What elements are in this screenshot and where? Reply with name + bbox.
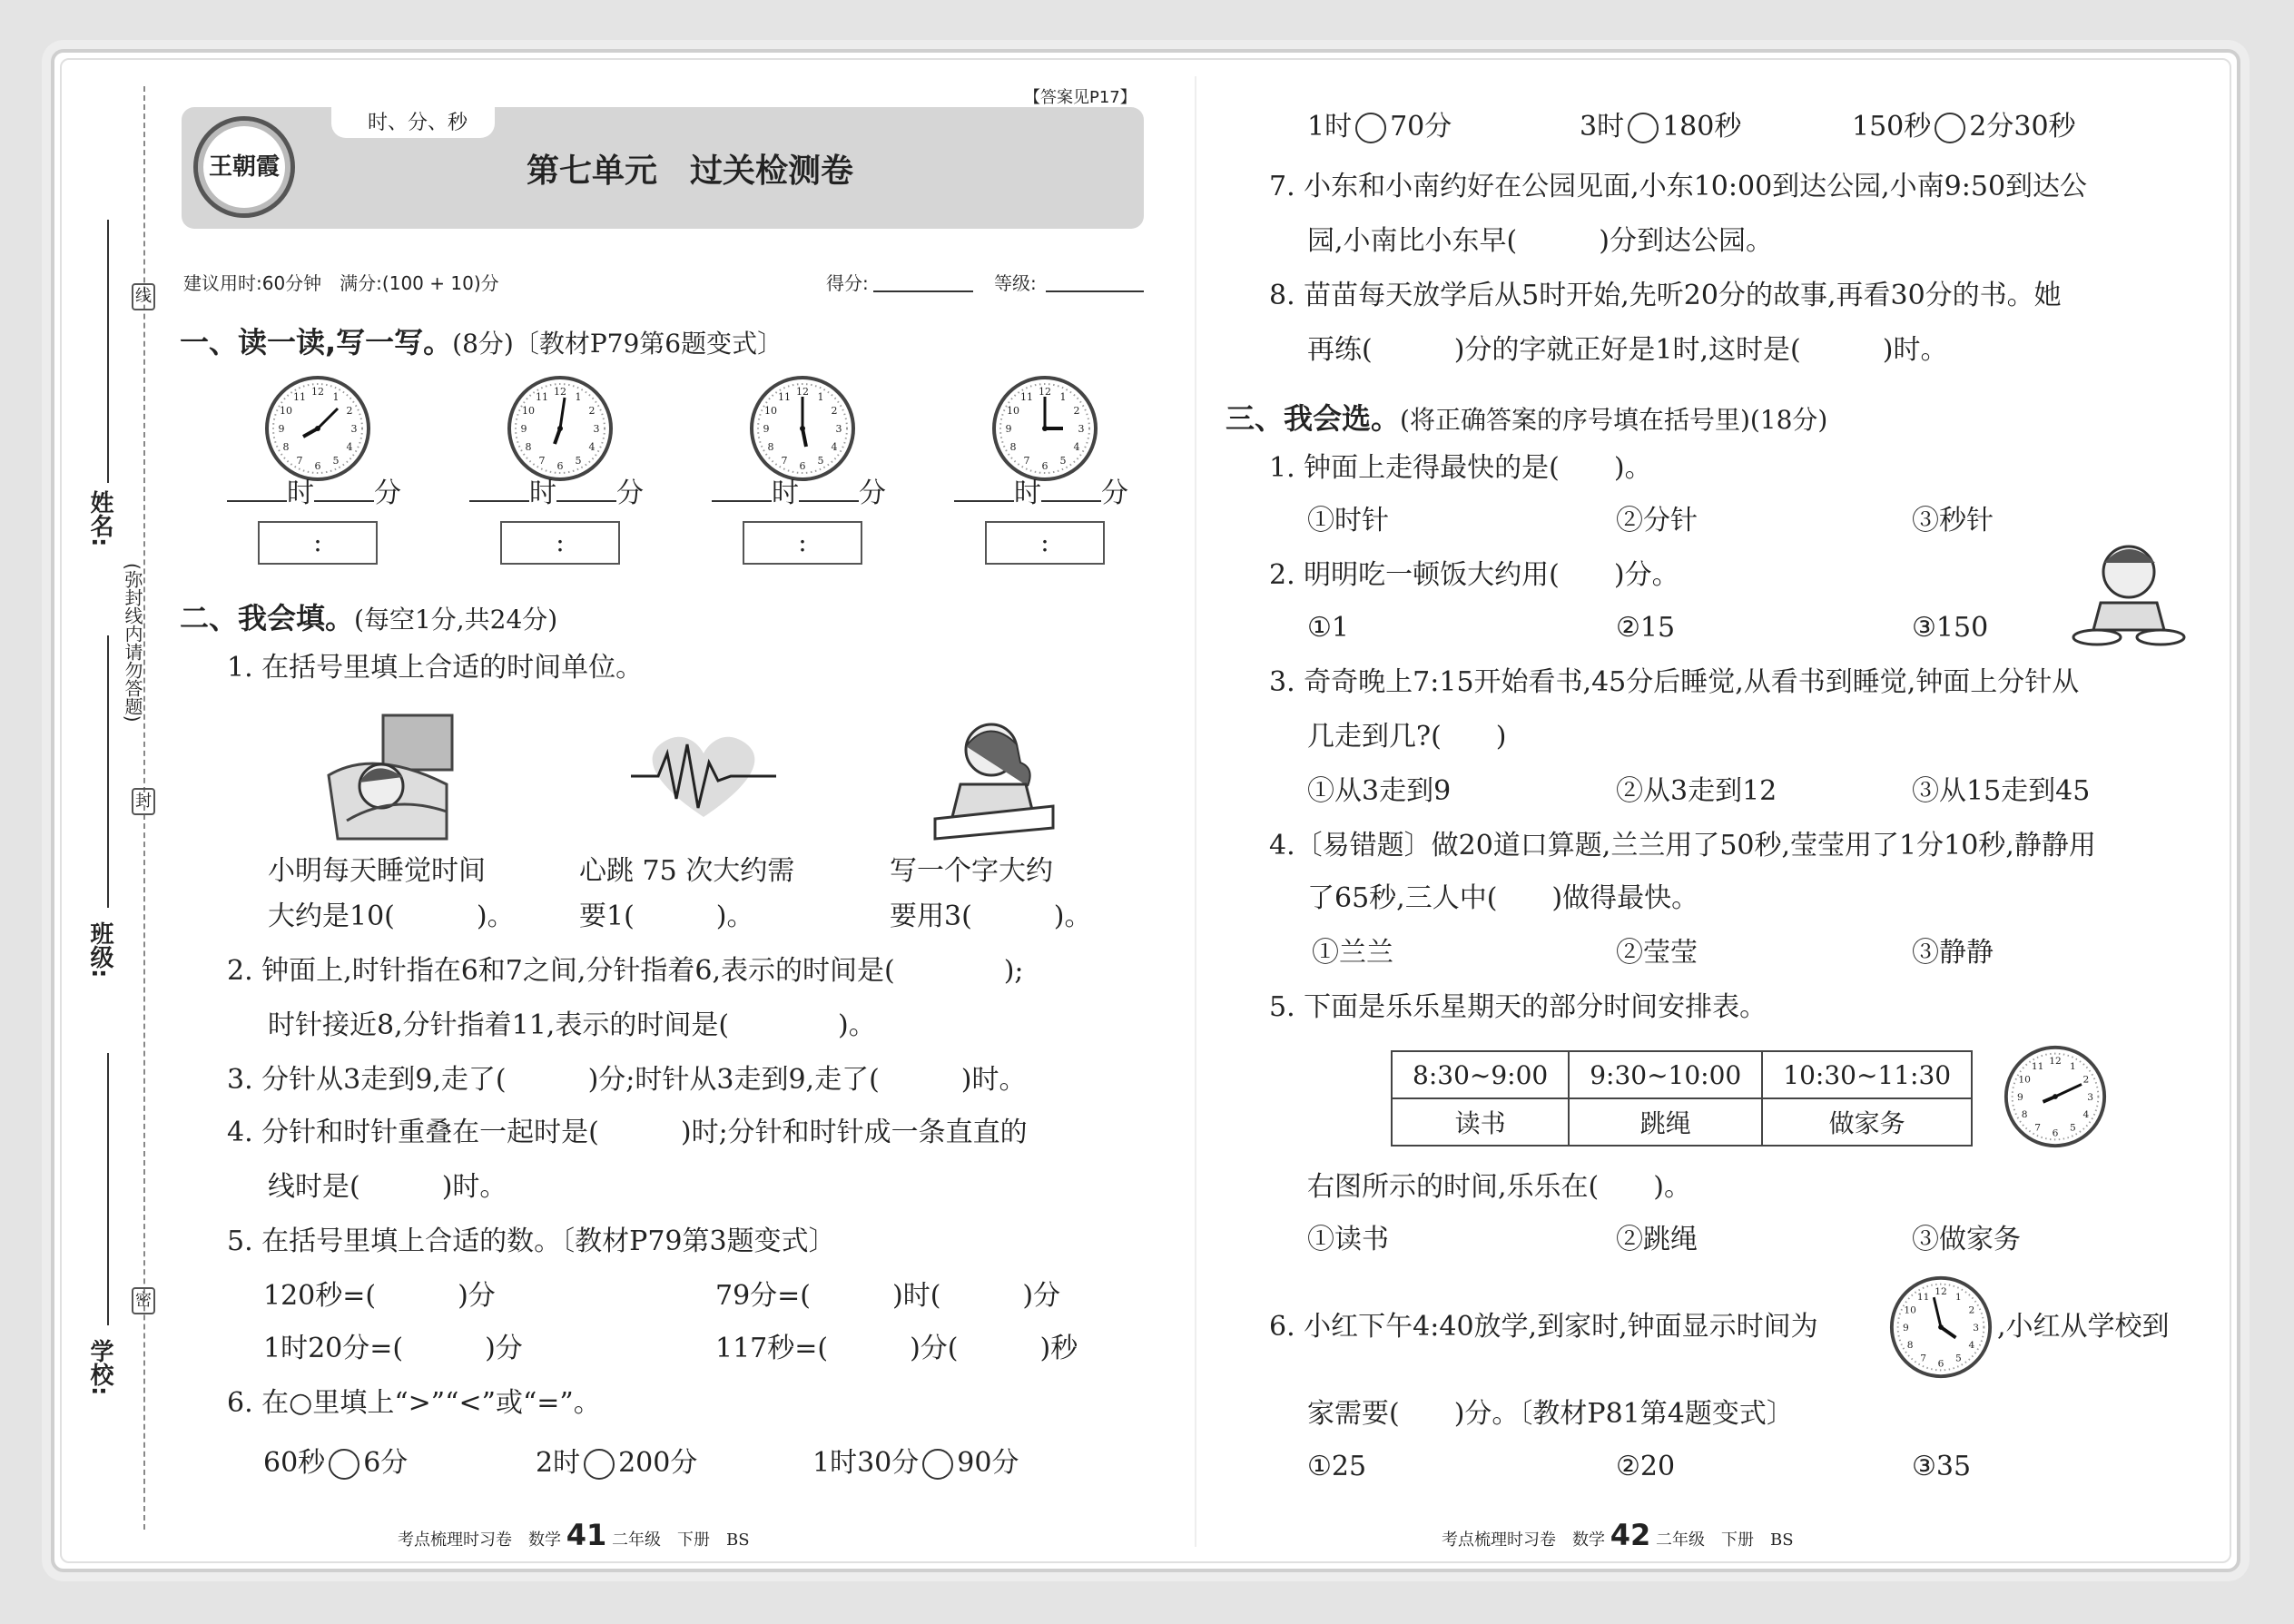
grade-field[interactable] <box>1046 290 1144 292</box>
svg-text:7: 7 <box>1023 455 1030 467</box>
s2-q7-line1: 7. 小东和小南约好在公园见面,小东10:00到达公园,小南9:50到达公 <box>1269 171 2088 202</box>
svg-text:11: 11 <box>536 391 548 403</box>
s2-q6: 6. 在○里填上“>”“<”或“=”。 <box>227 1387 601 1419</box>
s2-q6-c: 1时30分 90分 <box>812 1447 1019 1479</box>
school-label: 学校: <box>86 1339 113 1396</box>
svg-text:1: 1 <box>575 391 582 403</box>
svg-text:8: 8 <box>767 441 774 453</box>
s2-q1-b-line1: 心跳 75 次大约需 <box>579 855 795 887</box>
svg-text:3: 3 <box>1973 1321 1980 1334</box>
compare-circle[interactable] <box>1628 113 1659 143</box>
clock-face-1 <box>263 374 372 483</box>
svg-text:5: 5 <box>1954 1352 1962 1364</box>
svg-text:5: 5 <box>332 455 340 467</box>
svg-text:9: 9 <box>2016 1090 2023 1103</box>
section1-title: 一、读一读,写一写。(8分)〔教材P79第6题变式〕 <box>180 325 783 359</box>
clock4-answer: 时 分 <box>954 476 1128 512</box>
svg-text:12: 12 <box>1935 1285 1947 1298</box>
svg-text:5: 5 <box>2069 1121 2076 1134</box>
table-cell: 做家务 <box>1762 1098 1972 1146</box>
compare-circle[interactable] <box>922 1449 953 1480</box>
s2-q6-a: 60秒 6分 <box>263 1447 409 1479</box>
writing-girl-illustration <box>926 712 1062 848</box>
svg-text:2: 2 <box>831 405 838 417</box>
name-field[interactable] <box>107 220 109 483</box>
svg-text:4: 4 <box>2082 1108 2090 1121</box>
s3-q5: 5. 下面是乐乐星期天的部分时间安排表。 <box>1269 991 1767 1023</box>
s2-q4-line2: 线时是( )时。 <box>268 1171 507 1203</box>
svg-text:12: 12 <box>311 386 324 398</box>
s3-q1-opt3[interactable]: ③秒针 <box>1912 505 1994 536</box>
compare-circle[interactable] <box>584 1449 615 1480</box>
digital-time-box-1[interactable]: : <box>258 521 378 565</box>
svg-text:3: 3 <box>2087 1090 2094 1103</box>
s3-q6-line1-b: ,小红从学校到 <box>1997 1311 2170 1343</box>
s3-q1-opt2[interactable]: ②分针 <box>1616 505 1698 536</box>
s2-q2-line2: 时针接近8,分针指着11,表示的时间是( )。 <box>268 1009 876 1041</box>
svg-text:6: 6 <box>1041 460 1049 472</box>
clock-face-2 <box>506 374 615 483</box>
s2-q4-line1: 4. 分针和时针重叠在一起时是( )时;分针和时针成一条直直的 <box>227 1117 1028 1148</box>
footer-left: 考点梳理时习卷 数学 41 二年级 下册 BS <box>398 1518 750 1552</box>
svg-text:10: 10 <box>1007 405 1019 417</box>
s3-q4-opt2[interactable]: ②莹莹 <box>1616 937 1698 969</box>
s2-q6-e: 3时 180秒 <box>1580 111 1742 143</box>
s3-q5-opt2[interactable]: ②跳绳 <box>1616 1224 1698 1255</box>
svg-text:12: 12 <box>554 386 566 398</box>
s3-q6-opt2[interactable]: ②20 <box>1616 1451 1676 1482</box>
s2-q1-a-line2: 大约是10( )。 <box>268 901 515 932</box>
clock2-answer: 时 分 <box>469 476 644 512</box>
svg-text:3: 3 <box>593 423 600 435</box>
svg-text:8: 8 <box>1009 441 1017 453</box>
svg-text:10: 10 <box>522 405 535 417</box>
s3-q2: 2. 明明吃一顿饭大约用( )分。 <box>1269 559 1679 591</box>
clock-face-4 <box>990 374 1099 483</box>
svg-text:6: 6 <box>799 460 806 472</box>
svg-text:8: 8 <box>2021 1108 2028 1121</box>
svg-text:3: 3 <box>1078 423 1085 435</box>
digital-time-box-3[interactable]: : <box>743 521 862 565</box>
footer-right: 考点梳理时习卷 数学 42 二年级 下册 BS <box>1442 1518 1794 1552</box>
boy-eating-illustration <box>2070 536 2188 654</box>
svg-text:4: 4 <box>1968 1339 1975 1352</box>
svg-text:6: 6 <box>2052 1127 2059 1139</box>
clock-face-schedule <box>2003 1044 2108 1149</box>
section3-title: 三、我会选。(将正确答案的序号填在括号里)(18分) <box>1226 401 1828 436</box>
s3-q2-opt2[interactable]: ②15 <box>1616 612 1676 644</box>
logo-seal <box>193 116 295 218</box>
table-row <box>1392 1098 1972 1146</box>
svg-text:5: 5 <box>1059 455 1067 467</box>
s2-q6-b: 2时 200分 <box>536 1447 698 1479</box>
s3-q5-question: 右图所示的时间,乐乐在( )。 <box>1307 1171 1691 1203</box>
section1-score: (8分)〔教材P79第6题变式〕 <box>452 329 783 359</box>
class-field[interactable] <box>107 635 109 908</box>
svg-text:10: 10 <box>764 405 777 417</box>
margin-close-label: 密 <box>132 1287 155 1314</box>
compare-circle[interactable] <box>1355 113 1386 143</box>
s3-q3-opt1[interactable]: ①从3走到9 <box>1307 775 1452 807</box>
svg-text:3: 3 <box>835 423 842 435</box>
schedule-table <box>1391 1050 1973 1147</box>
heartbeat-illustration <box>631 726 776 826</box>
svg-text:11: 11 <box>2031 1060 2044 1073</box>
s2-q6-d: 1时 70分 <box>1307 111 1452 143</box>
svg-text:6: 6 <box>314 460 321 472</box>
svg-text:12: 12 <box>796 386 809 398</box>
table-cell: 跳绳 <box>1569 1098 1762 1146</box>
svg-text:2: 2 <box>1968 1304 1975 1316</box>
page-divider <box>1195 76 1196 1547</box>
svg-text:10: 10 <box>280 405 292 417</box>
s2-q2-line1: 2. 钟面上,时针指在6和7之间,分针指着6,表示的时间是( ); <box>227 955 1024 987</box>
svg-text:1: 1 <box>2069 1060 2076 1073</box>
section3-score: (将正确答案的序号填在括号里)(18分) <box>1400 405 1828 435</box>
svg-text:1: 1 <box>1059 391 1067 403</box>
svg-text:2: 2 <box>1073 405 1080 417</box>
svg-text:5: 5 <box>575 455 582 467</box>
name-label: 姓名: <box>86 490 113 547</box>
svg-text:9: 9 <box>1902 1321 1909 1334</box>
s3-q6-line2: 家需要( )分。〔教材P81第4题变式〕 <box>1307 1398 1794 1430</box>
sleeping-boy-illustration <box>320 712 456 848</box>
time-info: 建议用时:60分钟 满分:(100 + 10)分 <box>183 272 499 294</box>
svg-text:7: 7 <box>538 455 546 467</box>
svg-text:7: 7 <box>1920 1352 1927 1364</box>
svg-text:4: 4 <box>831 441 838 453</box>
s3-q3-line2: 几走到几?( ) <box>1307 721 1507 753</box>
topic-label: 时、分、秒 <box>368 112 468 134</box>
svg-text:11: 11 <box>778 391 791 403</box>
svg-text:7: 7 <box>781 455 788 467</box>
answer-ref: 【答案见P17】 <box>1024 88 1137 107</box>
svg-text:9: 9 <box>1005 423 1012 435</box>
s2-q7-line2: 园,小南比小东早( )分到达公园。 <box>1307 225 1773 257</box>
page-number: 41 <box>566 1518 607 1552</box>
svg-text:10: 10 <box>2018 1073 2031 1086</box>
clock-face-arrival <box>1888 1275 1994 1380</box>
margin-note: (弥封线内请勿答题) <box>122 563 143 723</box>
s2-q5: 5. 在括号里填上合适的数。〔教材P79第3题变式〕 <box>227 1225 836 1257</box>
s2-q3: 3. 分针从3走到9,走了( )分;时针从3走到9,走了( )时。 <box>227 1064 1027 1096</box>
s3-q6-opt3[interactable]: ③35 <box>1912 1451 1972 1482</box>
svg-text:7: 7 <box>296 455 303 467</box>
table-cell: 10:30~11:30 <box>1762 1051 1972 1098</box>
compare-circle[interactable] <box>1935 113 1965 143</box>
svg-text:1: 1 <box>332 391 340 403</box>
s3-q6-opt1[interactable]: ①25 <box>1307 1451 1367 1482</box>
score-label: 得分: <box>826 272 869 294</box>
s3-q3-opt2[interactable]: ②从3走到12 <box>1616 775 1777 807</box>
svg-text:2: 2 <box>346 405 353 417</box>
svg-text:2: 2 <box>2082 1073 2090 1086</box>
s3-q5-opt3[interactable]: ③做家务 <box>1912 1224 2021 1255</box>
svg-text:6: 6 <box>556 460 564 472</box>
svg-text:12: 12 <box>2049 1055 2062 1068</box>
digital-time-box-2[interactable]: : <box>500 521 620 565</box>
svg-text:2: 2 <box>588 405 596 417</box>
s3-q3-opt3[interactable]: ③从15走到45 <box>1912 775 2091 807</box>
compare-circle[interactable] <box>329 1449 359 1480</box>
clock3-answer: 时 分 <box>712 476 886 512</box>
s2-q5-d: 117秒=( )分( )秒 <box>715 1333 1078 1364</box>
svg-text:11: 11 <box>293 391 306 403</box>
s3-q2-opt1[interactable]: ①1 <box>1307 612 1349 644</box>
section2-title: 二、我会填。(每空1分,共24分) <box>180 601 558 635</box>
page-number: 42 <box>1610 1518 1651 1552</box>
s2-q1-a-line1: 小明每天睡觉时间 <box>268 855 486 887</box>
table-row <box>1392 1051 1972 1098</box>
svg-text:9: 9 <box>278 423 285 435</box>
section2-score: (每空1分,共24分) <box>354 605 558 635</box>
s2-q5-a: 120秒=( )分 <box>263 1280 496 1312</box>
school-field[interactable] <box>107 1053 109 1325</box>
s3-q5-opt1[interactable]: ①读书 <box>1307 1224 1389 1255</box>
s3-q3-line1: 3. 奇奇晚上7:15开始看书,45分后睡觉,从看书到睡觉,钟面上分针从 <box>1269 666 2080 698</box>
svg-text:6: 6 <box>1937 1357 1944 1370</box>
svg-text:1: 1 <box>817 391 824 403</box>
s2-q8-line1: 8. 苗苗每天放学后从5时开始,先听20分的故事,再看30分的书。她 <box>1269 280 2062 311</box>
s3-q1-opt1[interactable]: ①时针 <box>1307 505 1389 536</box>
s3-q1: 1. 钟面上走得最快的是( )。 <box>1269 452 1652 484</box>
digital-time-box-4[interactable]: : <box>985 521 1105 565</box>
class-label: 班级: <box>86 921 113 979</box>
s3-q4-opt1[interactable]: ①兰兰 <box>1312 937 1393 969</box>
grade-label: 等级: <box>994 272 1037 294</box>
svg-text:4: 4 <box>346 441 353 453</box>
svg-text:11: 11 <box>1916 1291 1930 1304</box>
s3-q4-line1: 4.〔易错题〕做20道口算题,兰兰用了50秒,莹莹用了1分10秒,静静用 <box>1269 830 2096 861</box>
logo-text: 王朝霞 <box>208 153 280 181</box>
s2-q5-b: 79分=( )时( )分 <box>715 1280 1061 1312</box>
svg-text:4: 4 <box>588 441 596 453</box>
s2-q5-c: 1时20分=( )分 <box>263 1333 523 1364</box>
svg-text:8: 8 <box>1906 1339 1914 1352</box>
svg-text:12: 12 <box>1039 386 1051 398</box>
score-field[interactable] <box>873 290 973 292</box>
table-cell: 8:30~9:00 <box>1392 1051 1569 1098</box>
s2-q1-c-line1: 写一个字大约 <box>890 855 1053 887</box>
svg-text:3: 3 <box>350 423 358 435</box>
clock-face-3 <box>748 374 857 483</box>
svg-text:9: 9 <box>520 423 527 435</box>
svg-text:8: 8 <box>282 441 290 453</box>
svg-text:4: 4 <box>1073 441 1080 453</box>
svg-text:11: 11 <box>1020 391 1033 403</box>
s2-q1-c-line2: 要用3( )。 <box>890 901 1092 932</box>
s2-q1: 1. 在括号里填上合适的时间单位。 <box>227 652 644 684</box>
clock1-answer: 时 分 <box>227 476 401 512</box>
table-cell: 读书 <box>1392 1098 1569 1146</box>
s2-q8-line2: 再练( )分的字就正好是1时,这时是( )时。 <box>1307 334 1948 366</box>
svg-text:1: 1 <box>1954 1291 1962 1304</box>
svg-text:7: 7 <box>2034 1121 2042 1134</box>
s3-q6-line1-a: 6. 小红下午4:40放学,到家时,钟面显示时间为 <box>1269 1311 1818 1343</box>
svg-text:9: 9 <box>763 423 770 435</box>
page-title: 第七单元 过关检测卷 <box>527 153 854 190</box>
s2-q1-b-line2: 要1( )。 <box>579 901 754 932</box>
s3-q4-opt3[interactable]: ③静静 <box>1912 937 1994 969</box>
margin-seal-label: 封 <box>132 788 155 815</box>
svg-text:10: 10 <box>1904 1304 1916 1316</box>
margin-line-label: 线 <box>132 283 155 310</box>
svg-text:8: 8 <box>525 441 532 453</box>
s3-q2-opt3[interactable]: ③150 <box>1912 612 1989 644</box>
table-cell: 9:30~10:00 <box>1569 1051 1762 1098</box>
svg-text:5: 5 <box>817 455 824 467</box>
s2-q6-f: 150秒 2分30秒 <box>1852 111 2076 143</box>
s3-q4-line2: 了65秒,三人中( )做得最快。 <box>1307 882 1699 914</box>
